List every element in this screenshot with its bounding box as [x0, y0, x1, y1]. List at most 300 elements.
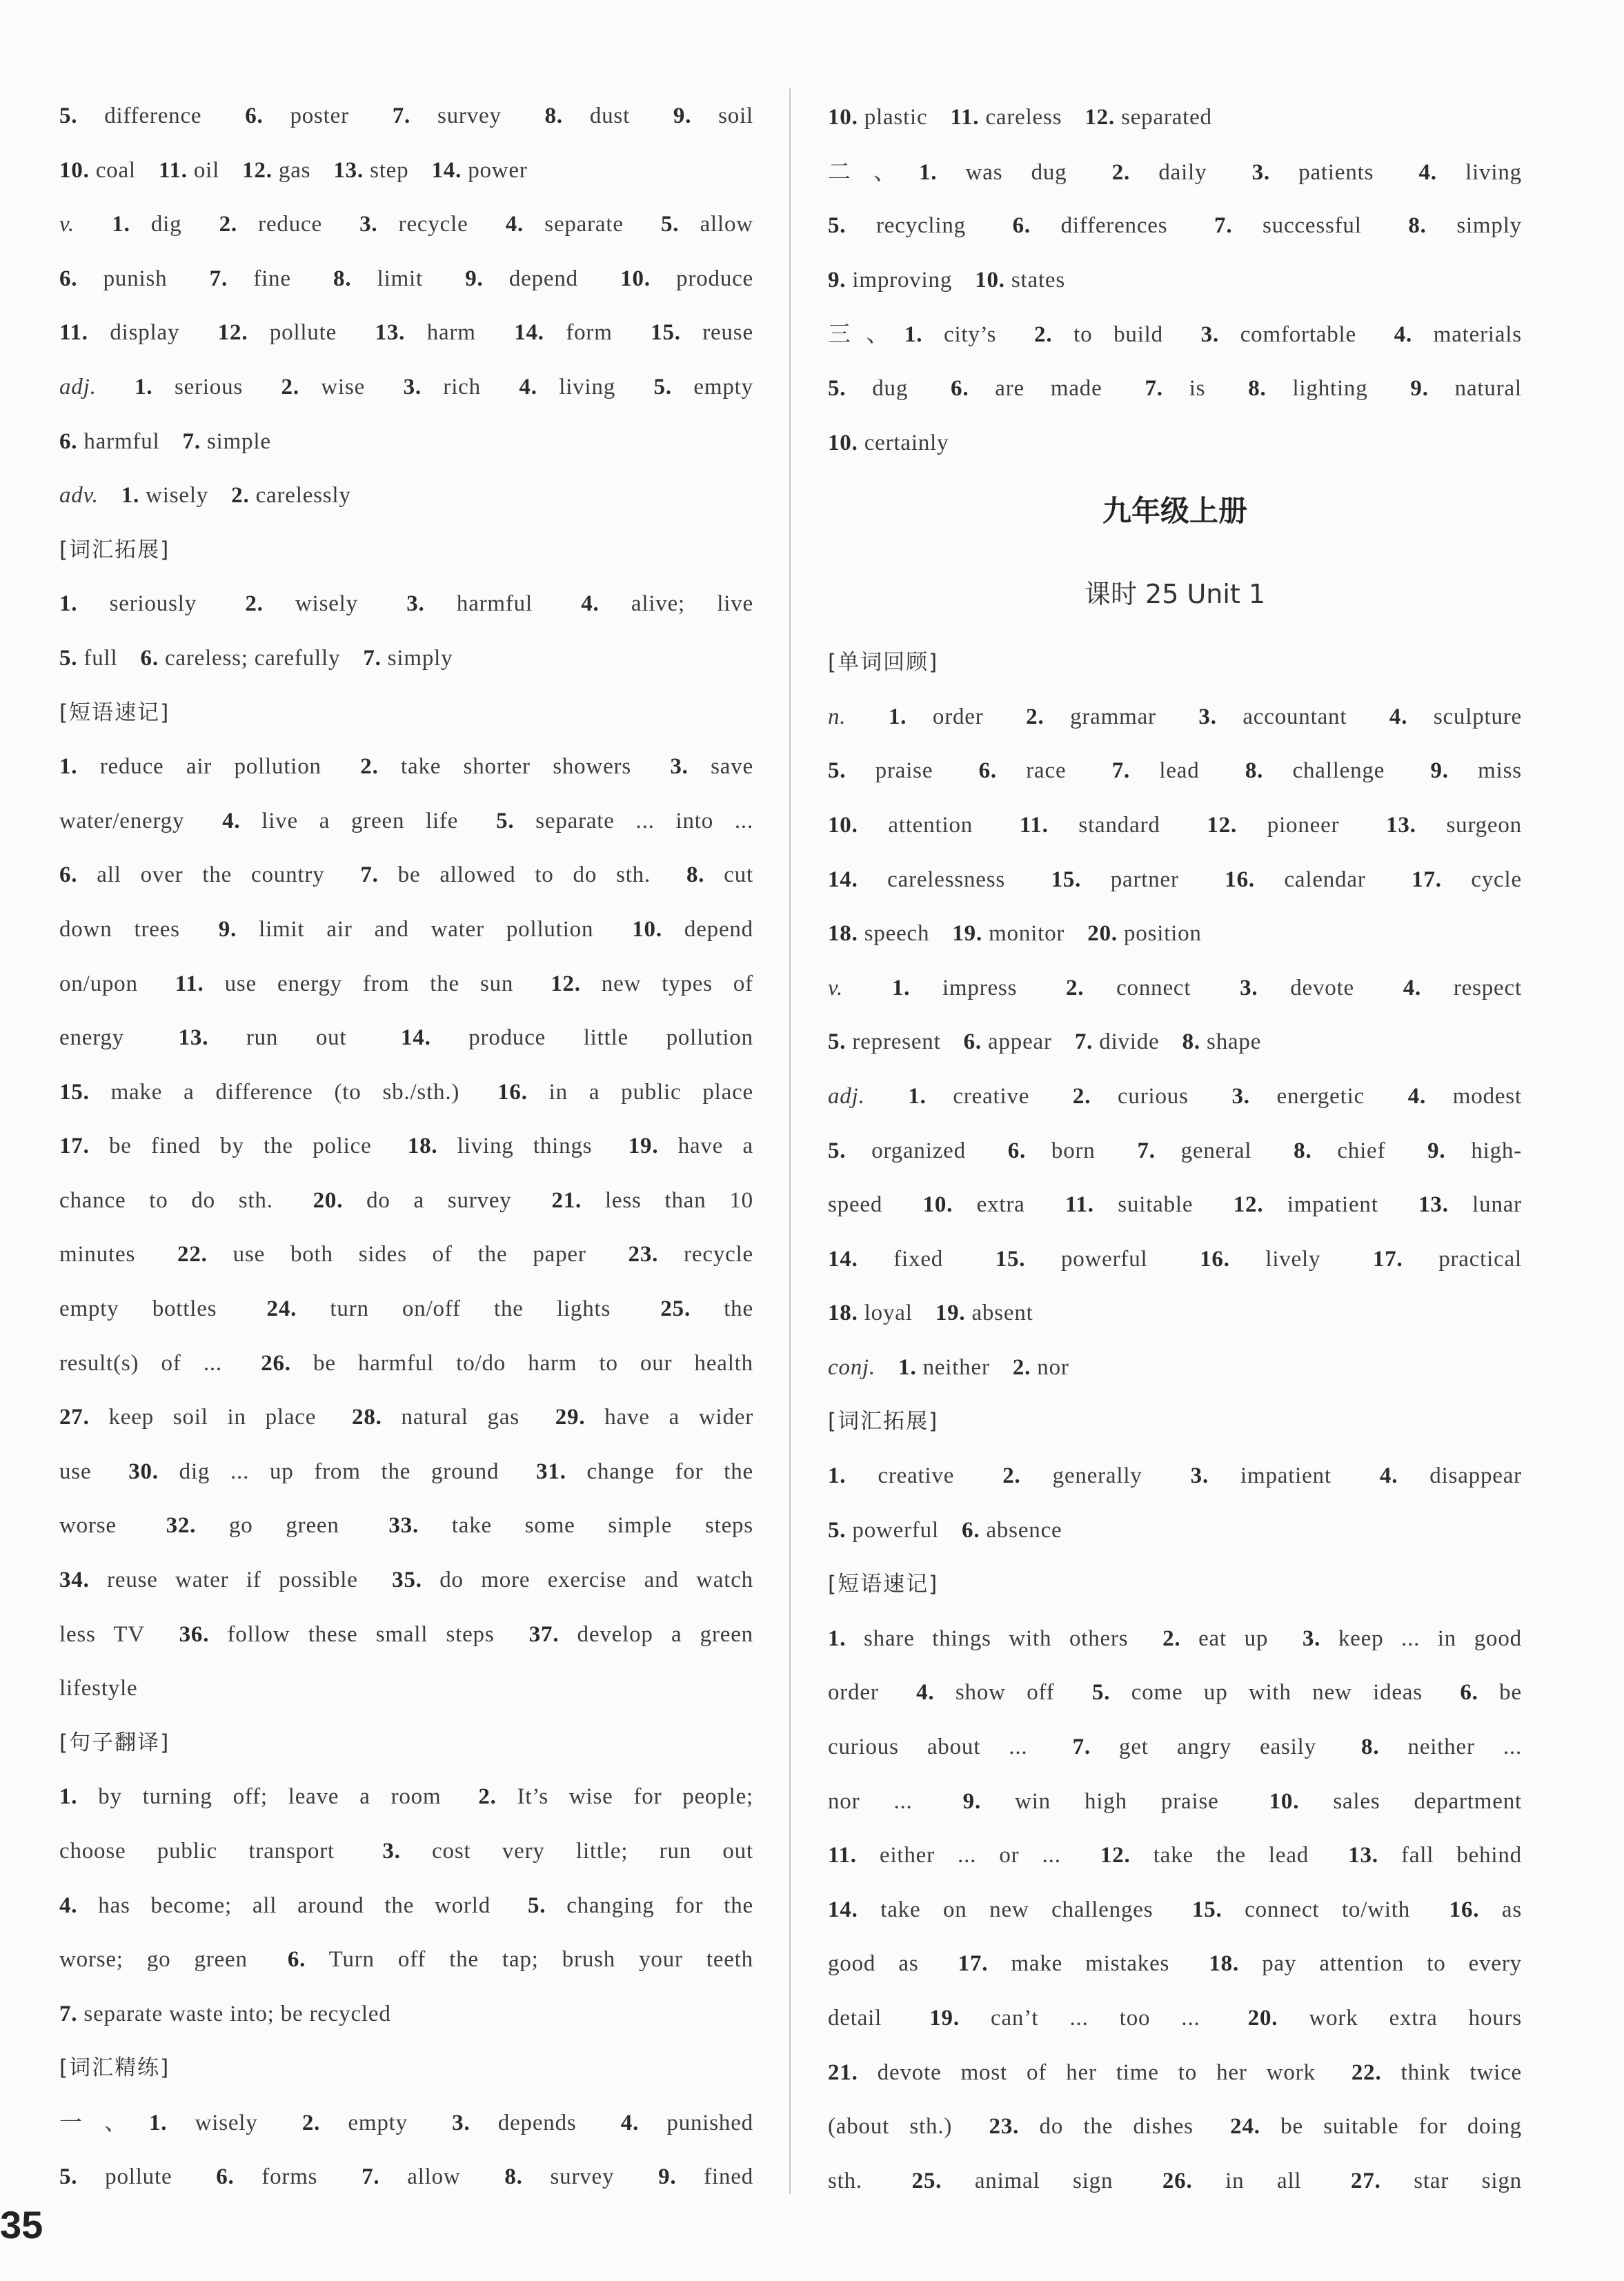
answer-text: punish: [103, 266, 168, 291]
item-number: 6.: [59, 266, 78, 291]
answer-text: born: [1051, 1138, 1096, 1163]
answer-text: cost very little; run out: [432, 1839, 753, 1864]
answer-text: gas: [278, 157, 311, 183]
item-number: 11.: [175, 971, 204, 996]
item-number: 8.: [1182, 1029, 1200, 1055]
answer-line: [59, 306, 753, 360]
item-number: 3.: [1200, 322, 1220, 348]
item-number: 18.: [407, 1134, 438, 1159]
answer-text: pioneer: [1267, 812, 1340, 838]
answer-text: order: [932, 704, 984, 729]
item-number: 28.: [352, 1405, 382, 1430]
answer-text: neither ...: [1407, 1735, 1522, 1760]
answer-text: grammar: [1070, 704, 1156, 729]
answer-line: [828, 1069, 1522, 1124]
answer-line: [828, 1828, 1522, 1883]
right-column: [828, 90, 1522, 2208]
item-number: 2.: [1034, 322, 1053, 348]
answer-text: do the dishes: [1039, 2114, 1194, 2140]
answer-text: pollute: [105, 2164, 172, 2189]
item-number: 4.: [222, 808, 241, 833]
answer-text: be harmful to/do harm to our health: [313, 1350, 753, 1376]
item-number: 1.: [149, 2110, 168, 2135]
page-number: 35: [0, 2203, 43, 2247]
answer-line: [59, 144, 753, 198]
answer-text: coal: [95, 157, 136, 183]
answer-text: dig ... up from the ground: [179, 1459, 499, 1484]
answer-text: allow: [407, 2164, 461, 2189]
book-heading: 九年级上册: [1102, 494, 1247, 529]
answer-line: [59, 686, 753, 740]
answer-line: [828, 2154, 1522, 2209]
item-number: 2.: [301, 2110, 321, 2135]
item-number: 3.: [1240, 975, 1258, 1000]
item-number: 6.: [287, 1947, 306, 1973]
answer-text: divide: [1099, 1029, 1160, 1055]
answer-text: separate ... into ...: [535, 808, 753, 833]
answer-text: living things: [457, 1134, 593, 1159]
answer-text: patients: [1298, 159, 1374, 185]
answer-text: careless: [985, 105, 1062, 130]
item-number: 1.: [904, 322, 923, 348]
item-number: 24.: [266, 1296, 297, 1322]
answer-line: [59, 794, 753, 849]
answer-line: [59, 740, 753, 794]
item-number: 36.: [179, 1621, 210, 1647]
answer-text: curious: [1117, 1083, 1189, 1109]
answer-text: use: [59, 1459, 92, 1484]
answer-text: recycle: [684, 1242, 753, 1267]
answer-text: follow these small steps: [227, 1621, 495, 1647]
item-number: 17.: [59, 1134, 90, 1159]
answer-text: full: [83, 645, 118, 671]
item-number: 7.: [362, 2164, 380, 2189]
answer-line: [828, 1232, 1522, 1287]
answer-text: city’s: [944, 322, 997, 348]
answer-text: use energy from the sun: [224, 971, 514, 996]
item-number: 6.: [962, 1517, 980, 1543]
answer-text: surgeon: [1446, 812, 1522, 838]
answer-text: change for the: [586, 1459, 753, 1484]
item-number: 1.: [908, 1083, 927, 1109]
item-number: 6.: [59, 862, 78, 888]
item-number: 18.: [1209, 1951, 1240, 1977]
answer-text: eat up: [1198, 1626, 1269, 1651]
item-number: 2.: [478, 1784, 497, 1810]
item-number: 8.: [544, 103, 563, 128]
item-number: 8.: [504, 2164, 523, 2189]
item-number: 34.: [59, 1568, 90, 1593]
item-number: 3.: [403, 374, 422, 399]
item-number: 5.: [661, 212, 680, 237]
answer-text: materials: [1433, 322, 1522, 348]
answer-text: be: [1499, 1680, 1522, 1706]
answer-text: daily: [1158, 159, 1207, 185]
answer-text: successful: [1262, 213, 1362, 239]
item-number: 20.: [1247, 2006, 1278, 2031]
item-number: 2.: [1162, 1626, 1181, 1651]
answer-text: depend: [684, 916, 753, 942]
answer-text: fixed: [893, 1246, 944, 1272]
item-number: 5.: [828, 1517, 846, 1543]
answer-text: has become; all around the world: [98, 1893, 491, 1918]
answer-line: [59, 957, 753, 1011]
item-number: 11.: [1065, 1192, 1094, 1218]
answer-text: depend: [508, 266, 578, 291]
item-number: 11.: [828, 1843, 857, 1868]
item-number: 10.: [632, 916, 662, 942]
answer-text: nor ...: [828, 1788, 913, 1814]
item-number: 13.: [375, 320, 406, 346]
answer-text: separated: [1121, 105, 1212, 130]
item-number: 14.: [514, 320, 544, 346]
answer-line: [828, 1015, 1522, 1069]
item-number: 11.: [158, 157, 188, 183]
answer-text: produce: [676, 266, 754, 291]
answer-text: difference: [104, 103, 202, 128]
answer-text: plastic: [864, 105, 928, 130]
answer-text: (about sth.): [828, 2114, 953, 2140]
item-number: 9.: [1427, 1138, 1446, 1163]
answer-text: take shorter showers: [401, 754, 631, 780]
answer-text: win high praise: [1015, 1788, 1219, 1814]
answer-line: [828, 1124, 1522, 1178]
item-number: 26.: [1162, 2168, 1193, 2193]
answer-text: cycle: [1471, 867, 1522, 892]
answer-line: [59, 1445, 753, 1499]
answer-text: worse: [59, 1513, 117, 1539]
item-number: 6.: [245, 103, 264, 128]
answer-line: [828, 690, 1522, 744]
answer-text: allow: [700, 212, 753, 237]
answer-text: creative: [953, 1083, 1030, 1109]
answer-text: run out: [246, 1025, 347, 1051]
item-number: 6.: [59, 428, 78, 454]
answer-text: living: [559, 374, 616, 399]
item-number: 15.: [1191, 1897, 1222, 1922]
answer-text: respect: [1453, 975, 1522, 1000]
item-number: 10.: [1269, 1788, 1300, 1814]
answer-line: [828, 1341, 1522, 1395]
answer-line: [59, 631, 753, 686]
answer-text: lifestyle: [59, 1676, 138, 1701]
item-number: 3.: [1251, 159, 1270, 185]
answer-line: [59, 1336, 753, 1391]
item-number: 14.: [828, 1897, 858, 1922]
answer-text: pay attention to every: [1262, 1951, 1522, 1977]
answer-line: [59, 1661, 753, 1716]
part-of-speech-label: adj.: [828, 1083, 865, 1109]
answer-text: lighting: [1292, 375, 1368, 401]
section-heading: [短语速记]: [828, 1572, 939, 1597]
answer-line: [828, 1883, 1522, 1937]
answer-line: [59, 848, 753, 902]
answer-text: depends: [497, 2110, 577, 2135]
answer-text: limit: [377, 266, 423, 291]
answer-line: [828, 907, 1522, 961]
answer-text: less TV: [59, 1621, 145, 1647]
answer-text: lead: [1159, 758, 1200, 784]
item-number: 5.: [828, 213, 846, 239]
item-number: 1.: [121, 483, 140, 508]
answer-text: changing for the: [566, 1893, 753, 1918]
answer-text: reduce air pollution: [99, 754, 321, 780]
item-number: 1.: [828, 1626, 846, 1651]
item-number: 1.: [112, 212, 130, 237]
item-number: 13.: [333, 157, 364, 183]
item-number: 3.: [452, 2110, 471, 2135]
answer-text: new types of: [601, 971, 753, 996]
item-number: 20.: [313, 1187, 344, 1213]
answer-text: poster: [290, 103, 349, 128]
answer-line: [59, 523, 753, 577]
answer-text: share things with others: [864, 1626, 1129, 1651]
item-number: 10.: [59, 157, 90, 183]
answer-text: make a difference (to sb./sth.): [110, 1079, 460, 1105]
item-number: 9.: [218, 916, 237, 942]
item-number: 4.: [916, 1680, 935, 1706]
item-number: 17.: [958, 1951, 989, 1977]
answer-text: extra: [976, 1192, 1025, 1218]
item-number: 35.: [392, 1568, 422, 1593]
item-number: 6.: [951, 375, 969, 401]
answer-line: [59, 1824, 753, 1879]
answer-text: be allowed to do sth.: [397, 862, 651, 888]
answer-text: challenge: [1292, 758, 1385, 784]
answer-text: have a: [677, 1134, 753, 1159]
answer-text: devote: [1290, 975, 1354, 1000]
item-number: 21.: [828, 2060, 858, 2085]
item-number: 2.: [1111, 159, 1131, 185]
item-number: 29.: [555, 1405, 586, 1430]
answer-text: pollute: [269, 320, 337, 346]
item-number: 7.: [1072, 1735, 1091, 1760]
item-number: 37.: [528, 1621, 560, 1647]
item-number: 2.: [219, 212, 237, 237]
item-number: 8.: [1248, 375, 1267, 401]
answer-text: was dug: [965, 159, 1067, 185]
item-number: 9.: [658, 2164, 677, 2189]
item-number: 4.: [1379, 1463, 1398, 1489]
answer-text: calendar: [1284, 867, 1366, 892]
answer-text: represent: [852, 1029, 941, 1055]
item-number: 8.: [1294, 1138, 1312, 1163]
answer-text: in all: [1225, 2168, 1302, 2193]
answer-text: suitable: [1118, 1192, 1194, 1218]
section-heading: [单词回顾]: [828, 650, 939, 675]
answer-line: [828, 1937, 1522, 1991]
answer-text: soil: [718, 103, 754, 128]
item-number: 24.: [1230, 2114, 1260, 2140]
section-heading: [词汇精练]: [59, 2055, 170, 2081]
answer-text: loyal: [864, 1301, 913, 1326]
item-number: 5.: [828, 375, 846, 401]
part-of-speech-label: v.: [59, 212, 75, 237]
item-number: 9.: [1410, 375, 1429, 401]
item-number: 23.: [989, 2114, 1020, 2140]
item-number: 10.: [620, 266, 651, 291]
answer-line: [59, 1608, 753, 1662]
answer-text: order: [828, 1680, 879, 1706]
answer-text: praise: [875, 758, 933, 784]
answer-line: [828, 199, 1522, 253]
exercise-number: 一、: [59, 2108, 149, 2135]
item-number: 9.: [465, 266, 484, 291]
answer-text: punished: [666, 2110, 753, 2135]
answer-text: chance to do sth.: [59, 1187, 273, 1213]
item-number: 10.: [828, 105, 858, 130]
item-number: 3.: [1198, 704, 1217, 729]
item-number: 3.: [382, 1839, 401, 1864]
answer-text: simply: [1456, 213, 1522, 239]
answer-text: alive; live: [631, 591, 753, 617]
answer-line: [59, 1390, 753, 1445]
answer-text: certainly: [864, 430, 949, 455]
item-number: 13.: [178, 1025, 209, 1051]
answer-text: take some simple steps: [451, 1513, 753, 1539]
answer-line: [828, 1449, 1522, 1503]
item-number: 17.: [1372, 1246, 1403, 1272]
item-number: 3.: [406, 591, 425, 617]
answer-text: by turning off; leave a room: [98, 1784, 442, 1810]
answer-line: [59, 89, 753, 144]
item-number: 12.: [551, 971, 581, 996]
answer-text: keep soil in place: [108, 1405, 317, 1430]
answer-line: [59, 2150, 753, 2204]
answer-text: recycling: [876, 213, 966, 239]
item-number: 1.: [59, 591, 78, 617]
answer-text: wisely: [146, 483, 209, 508]
answer-text: powerful: [852, 1517, 939, 1543]
answer-text: differences: [1060, 213, 1168, 239]
answer-text: carelessness: [887, 867, 1006, 892]
answer-text: practical: [1438, 1246, 1522, 1272]
item-number: 13.: [1348, 1843, 1378, 1868]
answer-text: wisely: [295, 591, 358, 617]
item-number: 2.: [1002, 1463, 1021, 1489]
answer-text: serious: [174, 374, 244, 399]
item-number: 7.: [360, 862, 379, 888]
item-number: 32.: [166, 1513, 197, 1539]
right-column-continued-answers: [828, 90, 1522, 470]
answer-text: work extra hours: [1309, 2006, 1523, 2031]
item-number: 10.: [922, 1192, 953, 1218]
answer-line: [59, 1933, 753, 1987]
answer-text: separate waste into; be recycled: [83, 2001, 391, 2026]
item-number: 1.: [59, 1784, 78, 1810]
answer-line: [59, 1770, 753, 1824]
answer-text: miss: [1478, 758, 1522, 784]
answer-text: absent: [971, 1301, 1033, 1326]
answer-line: [59, 1065, 753, 1120]
answer-text: creative: [878, 1463, 955, 1489]
answer-line: [828, 1286, 1522, 1341]
left-column: [59, 89, 753, 2204]
answer-line: [59, 1174, 753, 1228]
answer-line: [828, 635, 1522, 690]
item-number: 23.: [628, 1242, 659, 1267]
item-number: 8.: [1408, 213, 1427, 239]
answer-text: either ... or ...: [880, 1843, 1061, 1868]
item-number: 6.: [140, 645, 159, 671]
item-number: 5.: [59, 2164, 78, 2189]
answer-line: [828, 2046, 1522, 2100]
answer-text: position: [1123, 921, 1202, 947]
item-number: 2.: [1026, 704, 1044, 729]
answer-line: [828, 145, 1522, 199]
column-divider: [789, 88, 791, 2194]
answer-text: speed: [828, 1192, 883, 1218]
answer-line: [828, 1775, 1522, 1829]
item-number: 5.: [828, 758, 846, 784]
answer-text: reuse: [702, 320, 753, 346]
item-number: 7.: [1074, 1029, 1093, 1055]
answer-line: [828, 307, 1522, 362]
answer-line: [828, 90, 1522, 145]
item-number: 6.: [1007, 1138, 1027, 1163]
answer-text: high-: [1471, 1138, 1522, 1163]
answer-text: disappear: [1429, 1463, 1522, 1489]
answer-text: natural gas: [401, 1405, 519, 1430]
answer-text: sales department: [1333, 1788, 1522, 1814]
answer-line: [828, 744, 1522, 798]
answer-text: save: [711, 754, 753, 780]
answer-text: minutes: [59, 1242, 136, 1267]
answer-line: [59, 415, 753, 469]
part-of-speech-label: v.: [828, 975, 844, 1000]
item-number: 27.: [59, 1405, 90, 1430]
answer-text: neither: [922, 1354, 990, 1380]
answer-text: survey: [437, 103, 502, 128]
answer-text: keep ... in good: [1338, 1626, 1522, 1651]
item-number: 13.: [1418, 1192, 1449, 1218]
answer-text: lunar: [1472, 1192, 1522, 1218]
item-number: 4.: [519, 374, 537, 399]
item-number: 15.: [1051, 867, 1082, 892]
item-number: 5.: [527, 1893, 546, 1918]
answer-line: [59, 577, 753, 631]
answer-text: limit air and water pollution: [259, 916, 594, 942]
answer-text: simply: [387, 645, 453, 671]
answer-line: [59, 1227, 753, 1282]
answer-text: are made: [995, 375, 1102, 401]
answer-text: all over the country: [97, 862, 325, 888]
answer-text: fine: [253, 266, 291, 291]
item-number: 15.: [995, 1246, 1026, 1272]
answer-text: form: [566, 320, 613, 346]
answer-text: appear: [988, 1029, 1052, 1055]
item-number: 18.: [828, 921, 858, 947]
answer-text: reduce: [258, 212, 322, 237]
answer-text: harm: [426, 320, 476, 346]
answer-text: to build: [1073, 322, 1163, 348]
item-number: 10.: [828, 430, 858, 455]
item-number: 8.: [333, 266, 352, 291]
answer-text: powerful: [1060, 1246, 1148, 1272]
item-number: 4.: [1403, 975, 1422, 1000]
item-number: 16.: [497, 1079, 528, 1105]
answer-text: sculpture: [1433, 704, 1523, 729]
answer-line: [828, 1720, 1522, 1775]
item-number: 6.: [978, 758, 997, 784]
item-number: 33.: [388, 1513, 419, 1539]
lesson-answers: [828, 635, 1522, 2208]
item-number: 2.: [281, 374, 299, 399]
answer-text: It’s wise for people;: [517, 1784, 753, 1810]
answer-text: come up with new ideas: [1131, 1680, 1423, 1706]
answer-line: [828, 253, 1522, 308]
item-number: 11.: [1019, 812, 1049, 838]
